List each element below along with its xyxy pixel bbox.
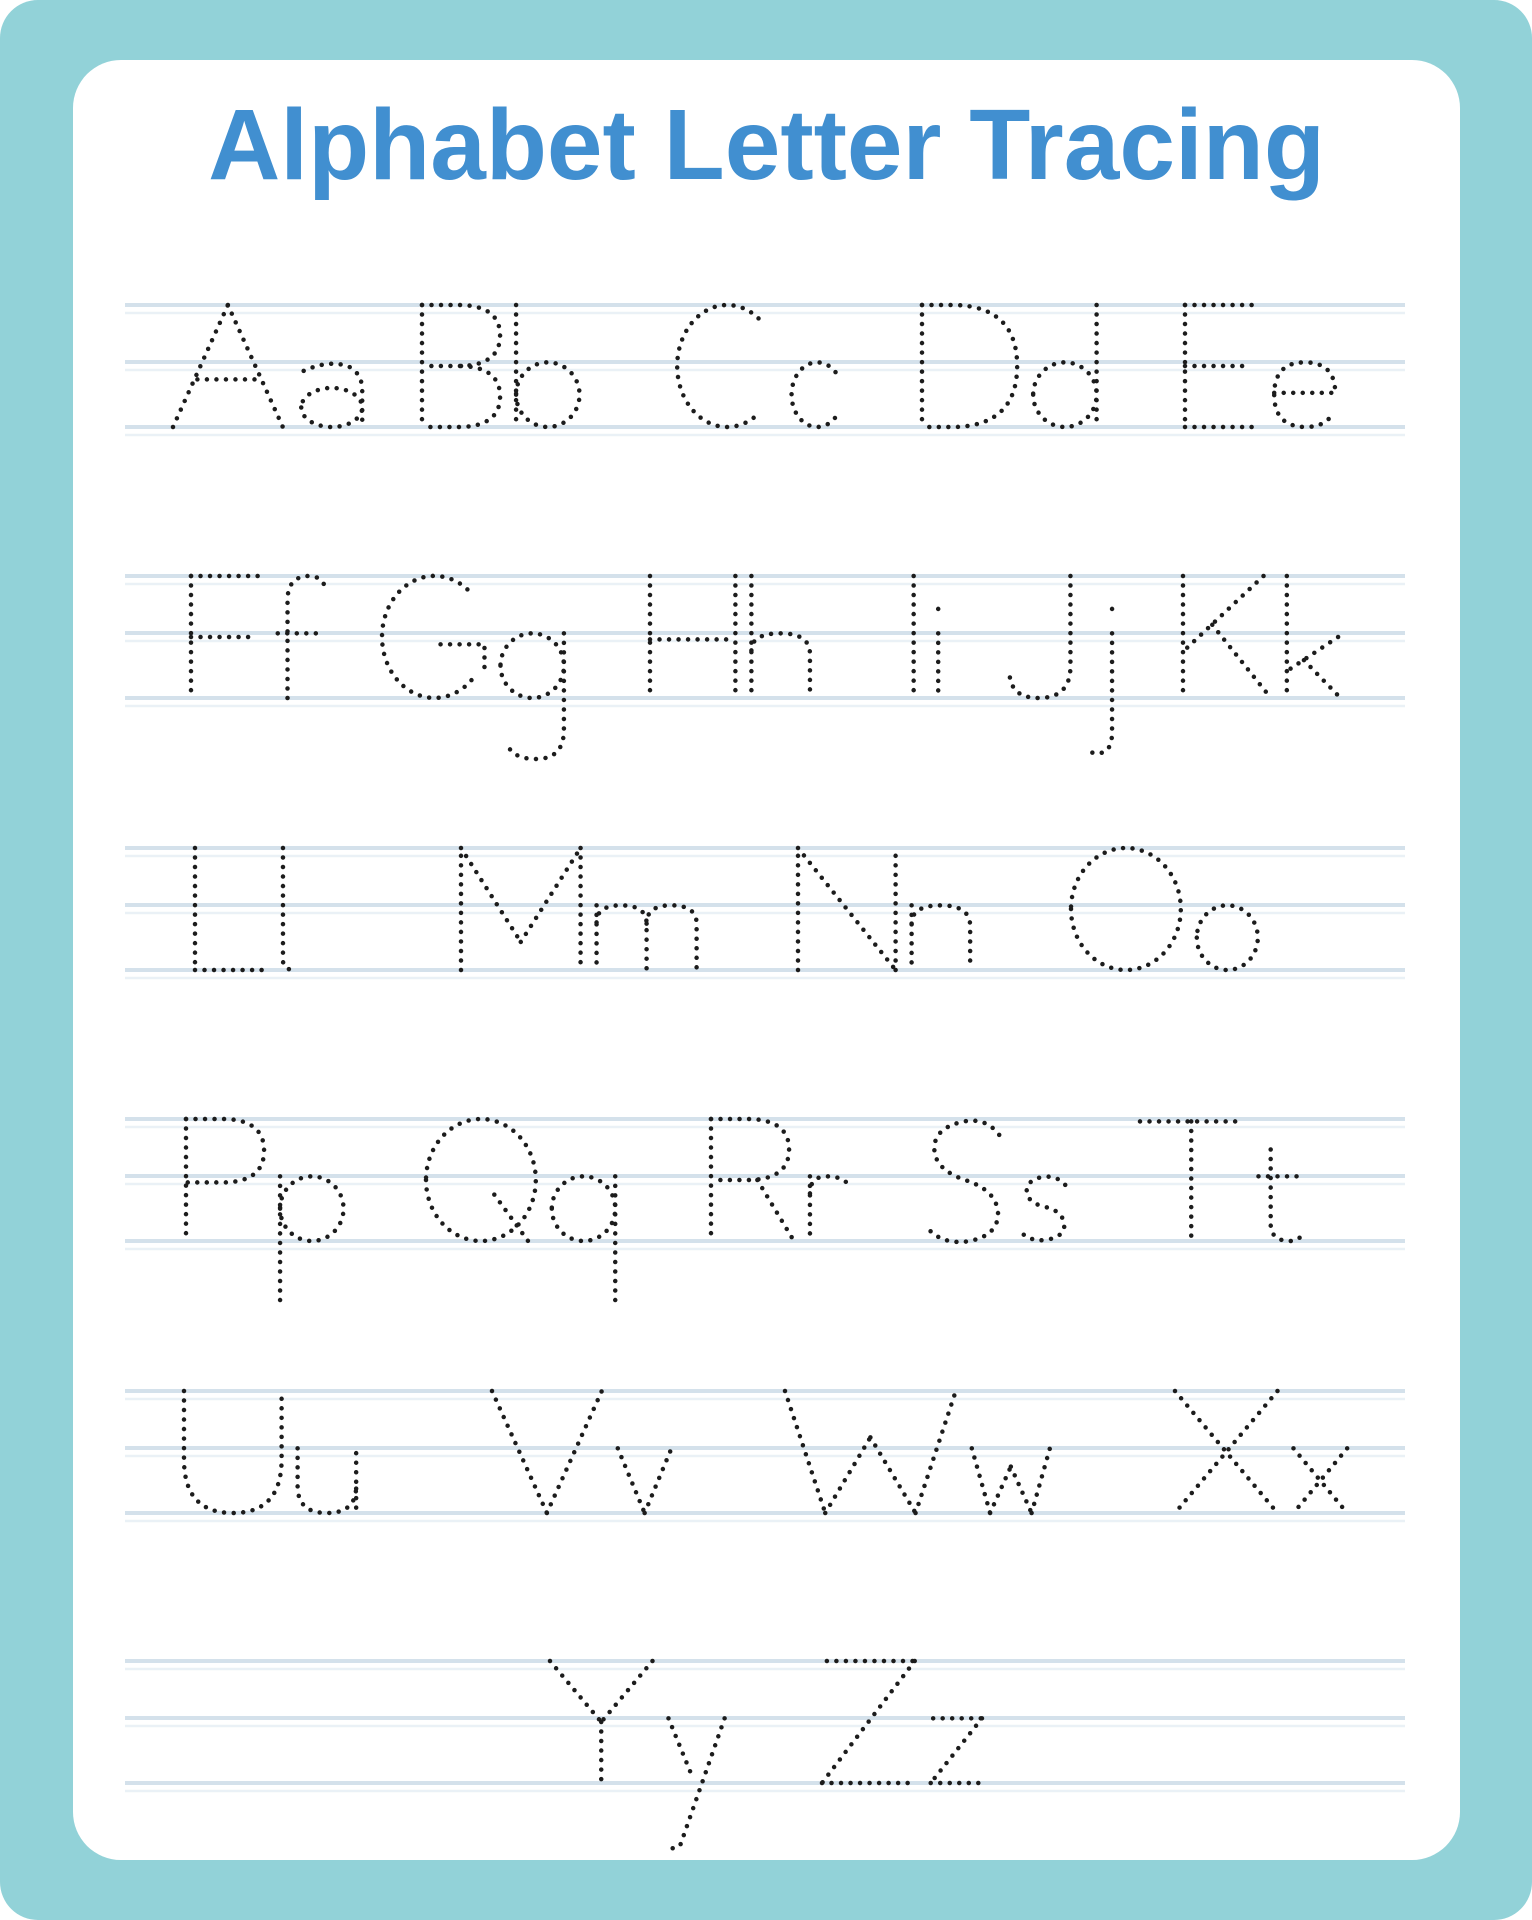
letter-pair-Hh	[650, 576, 810, 698]
tracing-row-6	[0, 1649, 1532, 1869]
letter-stroke	[283, 848, 295, 970]
trace-letter-U	[184, 1391, 282, 1513]
letter-stroke	[288, 576, 325, 698]
trace-letter-S	[926, 1121, 999, 1242]
trace-letter-a	[301, 364, 362, 427]
letter-stroke	[597, 905, 647, 970]
letter-pair-Aa	[173, 305, 362, 427]
trace-letter-b	[516, 305, 579, 427]
letter-pair-Ll	[195, 848, 295, 970]
letter-pair-Rr	[711, 1119, 849, 1241]
letter-stroke	[1009, 576, 1070, 698]
letter-stroke	[492, 1391, 547, 1513]
letter-pair-Tt	[1140, 1121, 1302, 1241]
letter-stroke	[931, 1718, 982, 1783]
letter-stroke	[757, 1180, 794, 1241]
letter-stroke	[668, 1718, 692, 1778]
letter-stroke	[1033, 362, 1096, 427]
letter-stroke	[822, 1661, 915, 1783]
trace-letter-K	[1183, 576, 1271, 698]
letter-stroke	[912, 905, 971, 970]
trace-letter-J	[1009, 576, 1070, 698]
letter-pair-Dd	[922, 305, 1097, 427]
trace-letter-W	[785, 1391, 956, 1513]
letter-stroke	[228, 305, 283, 427]
trace-letter-X	[1175, 1391, 1277, 1513]
letter-stroke	[1274, 362, 1335, 427]
trace-letter-v	[618, 1448, 672, 1513]
letter-stroke	[1293, 1448, 1347, 1513]
trace-letter-R	[711, 1119, 794, 1241]
letter-stroke	[426, 1119, 536, 1241]
trace-letter-B	[422, 305, 500, 427]
letter-stroke	[926, 1121, 999, 1242]
trace-letter-V	[492, 1391, 602, 1513]
trace-letter-L	[195, 848, 263, 970]
letter-pair-Nn	[798, 848, 970, 970]
letter-pair-Yy	[550, 1661, 725, 1848]
letter-pair-Cc	[677, 305, 835, 427]
trace-letter-F	[191, 576, 262, 698]
trace-letter-O	[1071, 848, 1181, 970]
letter-pair-Ee	[1185, 305, 1335, 427]
letter-pair-Gg	[382, 576, 564, 759]
letter-stroke	[677, 305, 758, 427]
letter-stroke	[441, 644, 485, 668]
letter-stroke	[990, 1467, 1011, 1513]
tracing-row-4	[0, 1107, 1532, 1327]
trace-letter-e	[1274, 362, 1335, 427]
letter-stroke	[751, 633, 810, 698]
letter-stroke	[1071, 848, 1181, 970]
trace-letter-Z	[822, 1661, 915, 1783]
letter-stroke	[521, 848, 581, 942]
trace-letter-t	[1258, 1150, 1302, 1242]
trace-letter-d	[1033, 305, 1096, 427]
trace-letter-E	[1185, 305, 1258, 427]
letter-stroke	[1212, 625, 1271, 698]
trace-letter-m	[597, 905, 697, 970]
trace-letter-u	[298, 1448, 357, 1513]
trace-letter-T	[1140, 1121, 1242, 1241]
trace-letter-A	[173, 305, 283, 427]
letter-stroke	[647, 905, 697, 970]
trace-letter-h	[751, 576, 810, 698]
trace-letter-o	[1197, 905, 1258, 970]
trace-letter-M	[461, 848, 581, 970]
letter-stroke	[916, 1391, 956, 1513]
letter-stroke	[422, 366, 500, 427]
trace-letter-P	[186, 1119, 264, 1241]
letter-stroke	[461, 848, 521, 942]
letter-pair-Vv	[492, 1391, 671, 1513]
letter-stroke	[1271, 1150, 1303, 1242]
letter-pair-Ff	[191, 576, 324, 698]
letter-stroke	[1293, 1448, 1347, 1513]
letter-pair-Oo	[1071, 848, 1258, 970]
trace-letter-n	[912, 905, 971, 970]
letter-stroke	[1304, 660, 1341, 698]
tracing-row-2	[0, 564, 1532, 784]
letter-stroke	[1089, 633, 1112, 753]
trace-letter-f	[278, 576, 324, 698]
letter-stroke	[301, 388, 362, 427]
letter-stroke	[500, 633, 563, 698]
letter-stroke	[173, 305, 228, 427]
letter-stroke	[972, 1448, 990, 1513]
letter-stroke	[1197, 905, 1258, 970]
letter-pair-Qq	[426, 1119, 615, 1302]
letter-stroke	[280, 1176, 343, 1241]
letter-pair-Xx	[1175, 1391, 1347, 1513]
tracing-row-1	[0, 293, 1532, 513]
letter-pair-Jj	[1009, 576, 1112, 753]
trace-letter-D	[922, 305, 1017, 427]
letter-pair-Ss	[926, 1121, 1065, 1242]
trace-letter-c	[792, 362, 836, 427]
letter-stroke	[552, 1176, 615, 1241]
letter-pair-Mm	[461, 848, 697, 970]
trace-letter-l	[283, 848, 295, 970]
letter-stroke	[1032, 1448, 1050, 1513]
trace-letter-s	[1020, 1177, 1065, 1241]
letter-pair-Kk	[1183, 576, 1341, 698]
trace-letter-N	[798, 848, 896, 970]
letter-pair-Zz	[822, 1661, 982, 1783]
letter-stroke	[547, 1391, 602, 1513]
letter-pair-Uu	[184, 1391, 356, 1513]
trace-letter-G	[382, 576, 484, 698]
trace-letter-k	[1287, 576, 1341, 698]
tracing-row-3	[0, 836, 1532, 1056]
letter-pair-Ww	[785, 1391, 1050, 1513]
letter-stroke	[184, 1391, 282, 1513]
letter-pair-Bb	[422, 305, 580, 427]
letter-stroke	[298, 1448, 357, 1513]
trace-letter-z	[931, 1718, 982, 1783]
trace-letter-r	[810, 1176, 849, 1241]
letter-pair-Ii	[914, 576, 939, 698]
trace-letter-Y	[550, 1661, 652, 1783]
trace-letter-C	[677, 305, 758, 427]
trace-letter-H	[650, 576, 735, 698]
worksheet-title: Alphabet Letter Tracing	[208, 89, 1325, 201]
trace-letter-x	[1293, 1448, 1347, 1513]
trace-letter-w	[972, 1448, 1050, 1513]
letter-stroke	[798, 848, 896, 970]
letter-stroke	[1020, 1177, 1065, 1241]
letter-pair-Pp	[186, 1119, 344, 1302]
trace-letter-j	[1089, 609, 1112, 753]
letter-stroke	[1011, 1467, 1032, 1513]
letter-stroke	[186, 1119, 264, 1182]
letter-stroke	[516, 362, 579, 427]
letter-stroke	[382, 576, 475, 698]
letter-stroke	[618, 1448, 645, 1513]
letter-stroke	[785, 1391, 825, 1513]
letter-stroke	[792, 362, 836, 427]
letter-stroke	[922, 305, 1017, 427]
tracing-row-5	[0, 1379, 1532, 1599]
letter-stroke	[645, 1448, 672, 1513]
